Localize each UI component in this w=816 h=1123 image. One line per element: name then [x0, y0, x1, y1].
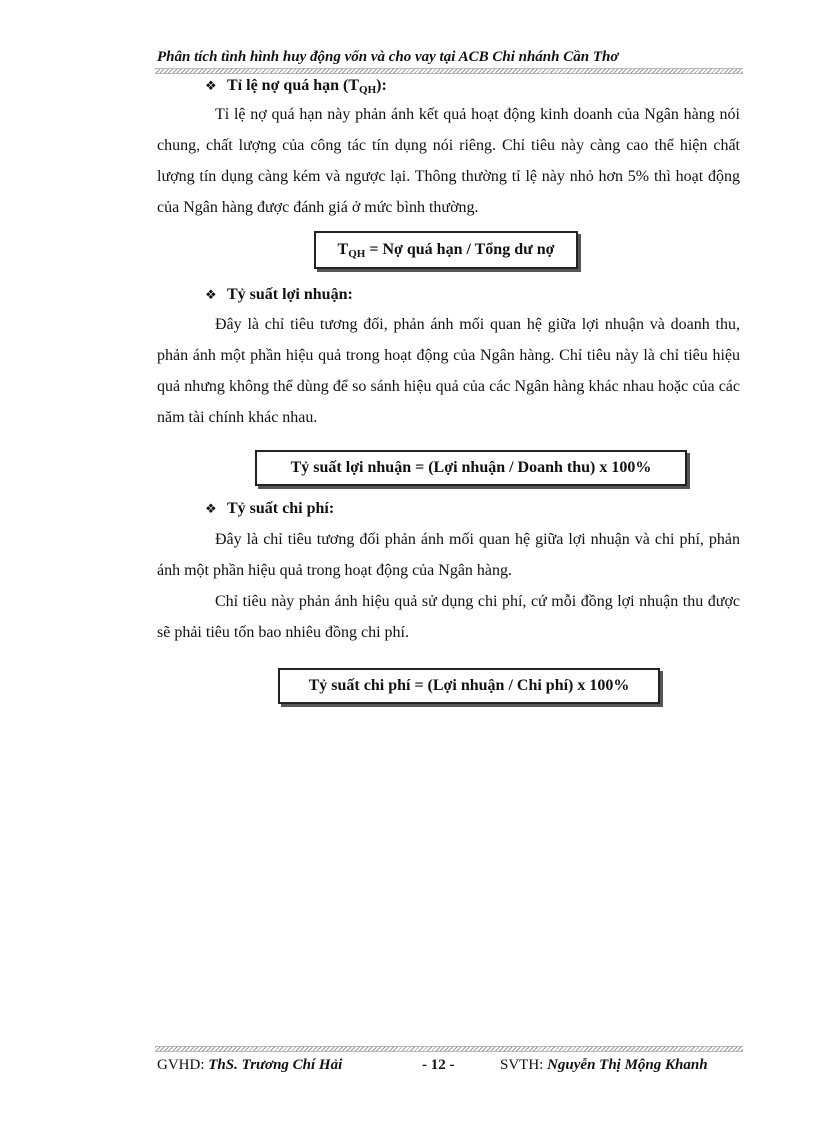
paragraph: Tỉ lệ nợ quá hạn này phản ánh kết quả hoạt động kinh doanh của Ngân hàng nói chung, chất lượng của công tác tín dụng nói riêng. Chỉ tiêu này càng cao thể hiện chất lượng tín dụng càng kém và ngược lại. Thông thường tỉ lệ này nhỏ hơn 5% thì hoạt động của Ngân hàng được đánh giá ở mức bình thường.	[157, 106, 740, 216]
section-heading-profit-ratio: ❖ Tỷ suất lợi nhuận:	[205, 286, 353, 303]
page-number: - 12 -	[422, 1057, 455, 1073]
paragraph: Đây là chỉ tiêu tương đối, phản ánh mối quan hệ giữa lợi nhuận và doanh thu, phản ánh một phần hiệu quả trong hoạt động của Ngân hàng. Chỉ tiêu này là chỉ tiêu hiệu quả nhưng không thể dùng để so sánh hiệu quả của các Ngân hàng khác nhau hoặc của các năm tài chính khác nhau.	[157, 316, 740, 426]
diamond-bullet-icon: ❖	[205, 78, 217, 93]
diamond-bullet-icon: ❖	[205, 501, 217, 516]
paragraph: Đây là chỉ tiêu tương đối phản ánh mối quan hệ giữa lợi nhuận và chi phí, phản ánh một phần hiệu quả trong hoạt động của Ngân hàng.	[157, 531, 740, 579]
section-heading-cost-ratio: ❖ Tỷ suất chi phí:	[205, 500, 335, 517]
footer-student: SVTH: Nguyễn Thị Mộng Khanh	[500, 1057, 708, 1073]
paragraph: Chỉ tiêu này phản ánh hiệu quả sử dụng chi phí, cứ mỗi đồng lợi nhuận thu được sẽ phải tiêu tốn bao nhiêu đồng chi phí.	[157, 593, 740, 641]
formula-box-npl-ratio: $T_{QH}$ = Nợ quá hạn / Tổng dư nợ	[314, 231, 578, 269]
diamond-bullet-icon: ❖	[205, 287, 217, 302]
running-header: Phân tích tình hình huy động vốn và cho vay tại ACB Chi nhánh Cần Thơ	[157, 49, 619, 65]
formula-box-profit-ratio: Tỷ suất lợi nhuận = (Lợi nhuận / Doanh thu) x 100%	[255, 450, 687, 486]
header-divider	[155, 68, 743, 74]
footer-divider	[155, 1046, 743, 1052]
formula-box-cost-ratio: Tỷ suất chi phí = (Lợi nhuận / Chi phí) x 100%	[278, 668, 660, 704]
section-heading-npl-ratio: ❖ Tỉ lệ nợ quá hạn $(T_{QH})$:	[205, 77, 387, 96]
footer-advisor: GVHD: ThS. Trương Chí Hải	[157, 1057, 343, 1073]
